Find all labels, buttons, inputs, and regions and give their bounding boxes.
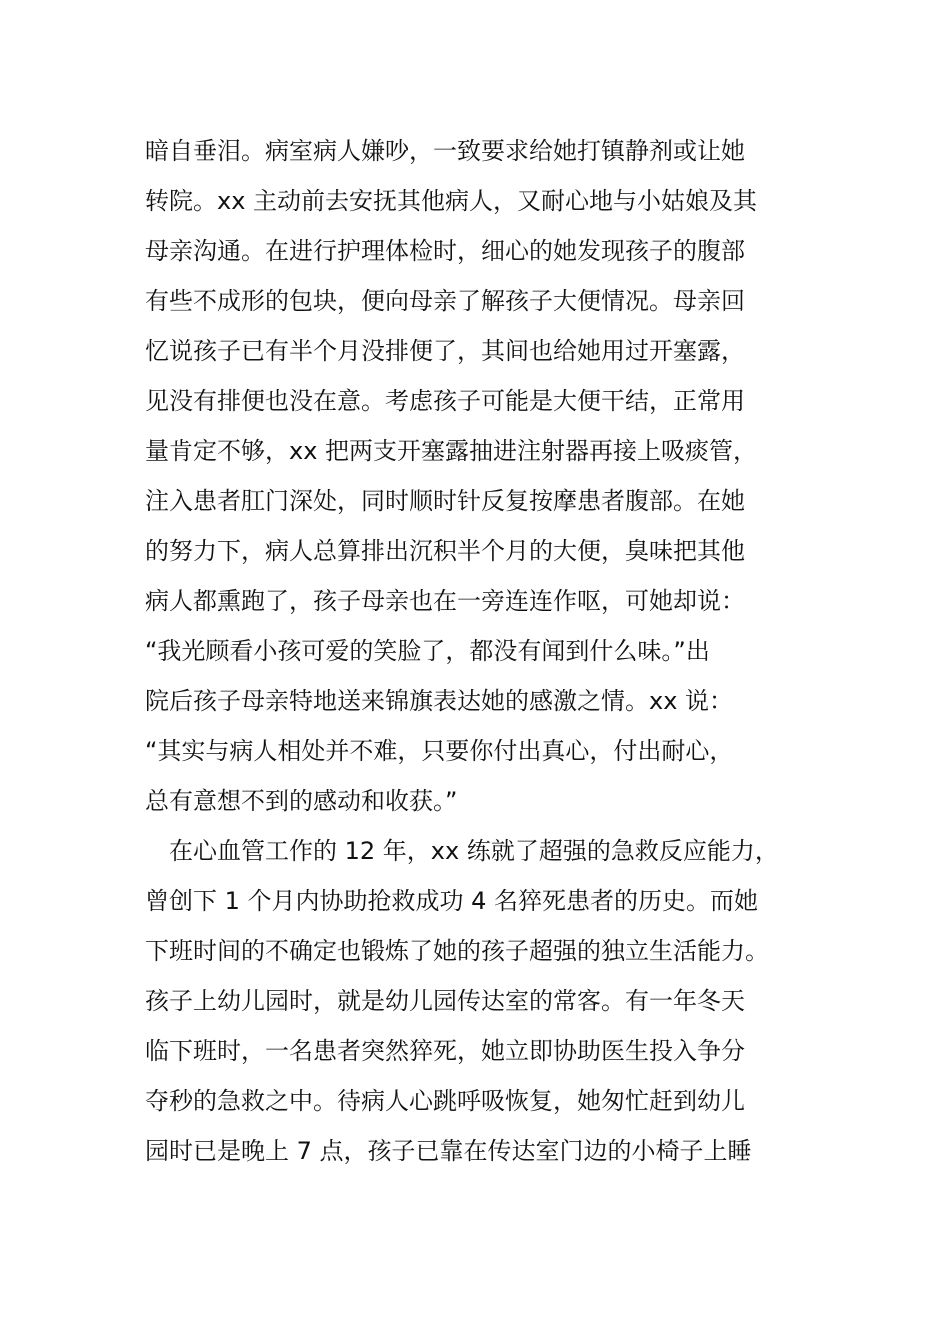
text-line: 暗自垂泪。病室病人嫌吵，一致要求给她打镇静剂或让她 (145, 137, 745, 165)
text-line: 院后孩子母亲特地送来锦旗表达她的感激之情。xx 说： (145, 687, 734, 715)
text-line: “其实与病人相处并不难，只要你付出真心，付出耐心， (145, 737, 734, 765)
text-line: 总有意想不到的感动和收获。” (145, 787, 458, 815)
text-line: 转院。xx 主动前去安抚其他病人，又耐心地与小姑娘及其 (145, 187, 758, 215)
text-line: 下班时间的不确定也锻炼了她的孩子超强的独立生活能力。 (145, 937, 769, 965)
text-line: 孩子上幼儿园时，就是幼儿园传达室的常客。有一年冬天 (145, 987, 745, 1015)
text-line: 病人都熏跑了，孩子母亲也在一旁连连作呕，可她却说： (145, 587, 745, 615)
document-body (145, 126, 805, 1176)
text-line: 夺秒的急救之中。待病人心跳呼吸恢复，她匆忙赶到幼儿 (145, 1087, 745, 1115)
text-line: 有些不成形的包块，便向母亲了解孩子大便情况。母亲回 (145, 287, 745, 315)
text-line: 的努力下，病人总算排出沉积半个月的大便，臭味把其他 (145, 537, 745, 565)
text-line: 园时已是晚上 7 点，孩子已靠在传达室门边的小椅子上睡 (145, 1137, 752, 1165)
text-line: 量肯定不够，xx 把两支开塞露抽进注射器再接上吸痰管， (145, 437, 758, 465)
paragraph-2 (145, 826, 805, 1176)
text-line: 临下班时，一名患者突然猝死，她立即协助医生投入争分 (145, 1037, 745, 1065)
text-line: 见没有排便也没在意。考虑孩子可能是大便干结，正常用 (145, 387, 745, 415)
text-line: 注入患者肛门深处，同时顺时针反复按摩患者腹部。在她 (145, 487, 745, 515)
text-line: 忆说孩子已有半个月没排便了，其间也给她用过开塞露， (145, 337, 745, 365)
text-line: 曾创下 1 个月内协助抢救成功 4 名猝死患者的历史。而她 (145, 887, 759, 915)
paragraph-1 (145, 126, 805, 826)
text-line: “我光顾看小孩可爱的笑脸了，都没有闻到什么味。”出 (145, 637, 710, 665)
text-line: 在心血管工作的 12 年，xx 练就了超强的急救反应能力， (145, 837, 779, 865)
text-line: 母亲沟通。在进行护理体检时，细心的她发现孩子的腹部 (145, 237, 745, 265)
